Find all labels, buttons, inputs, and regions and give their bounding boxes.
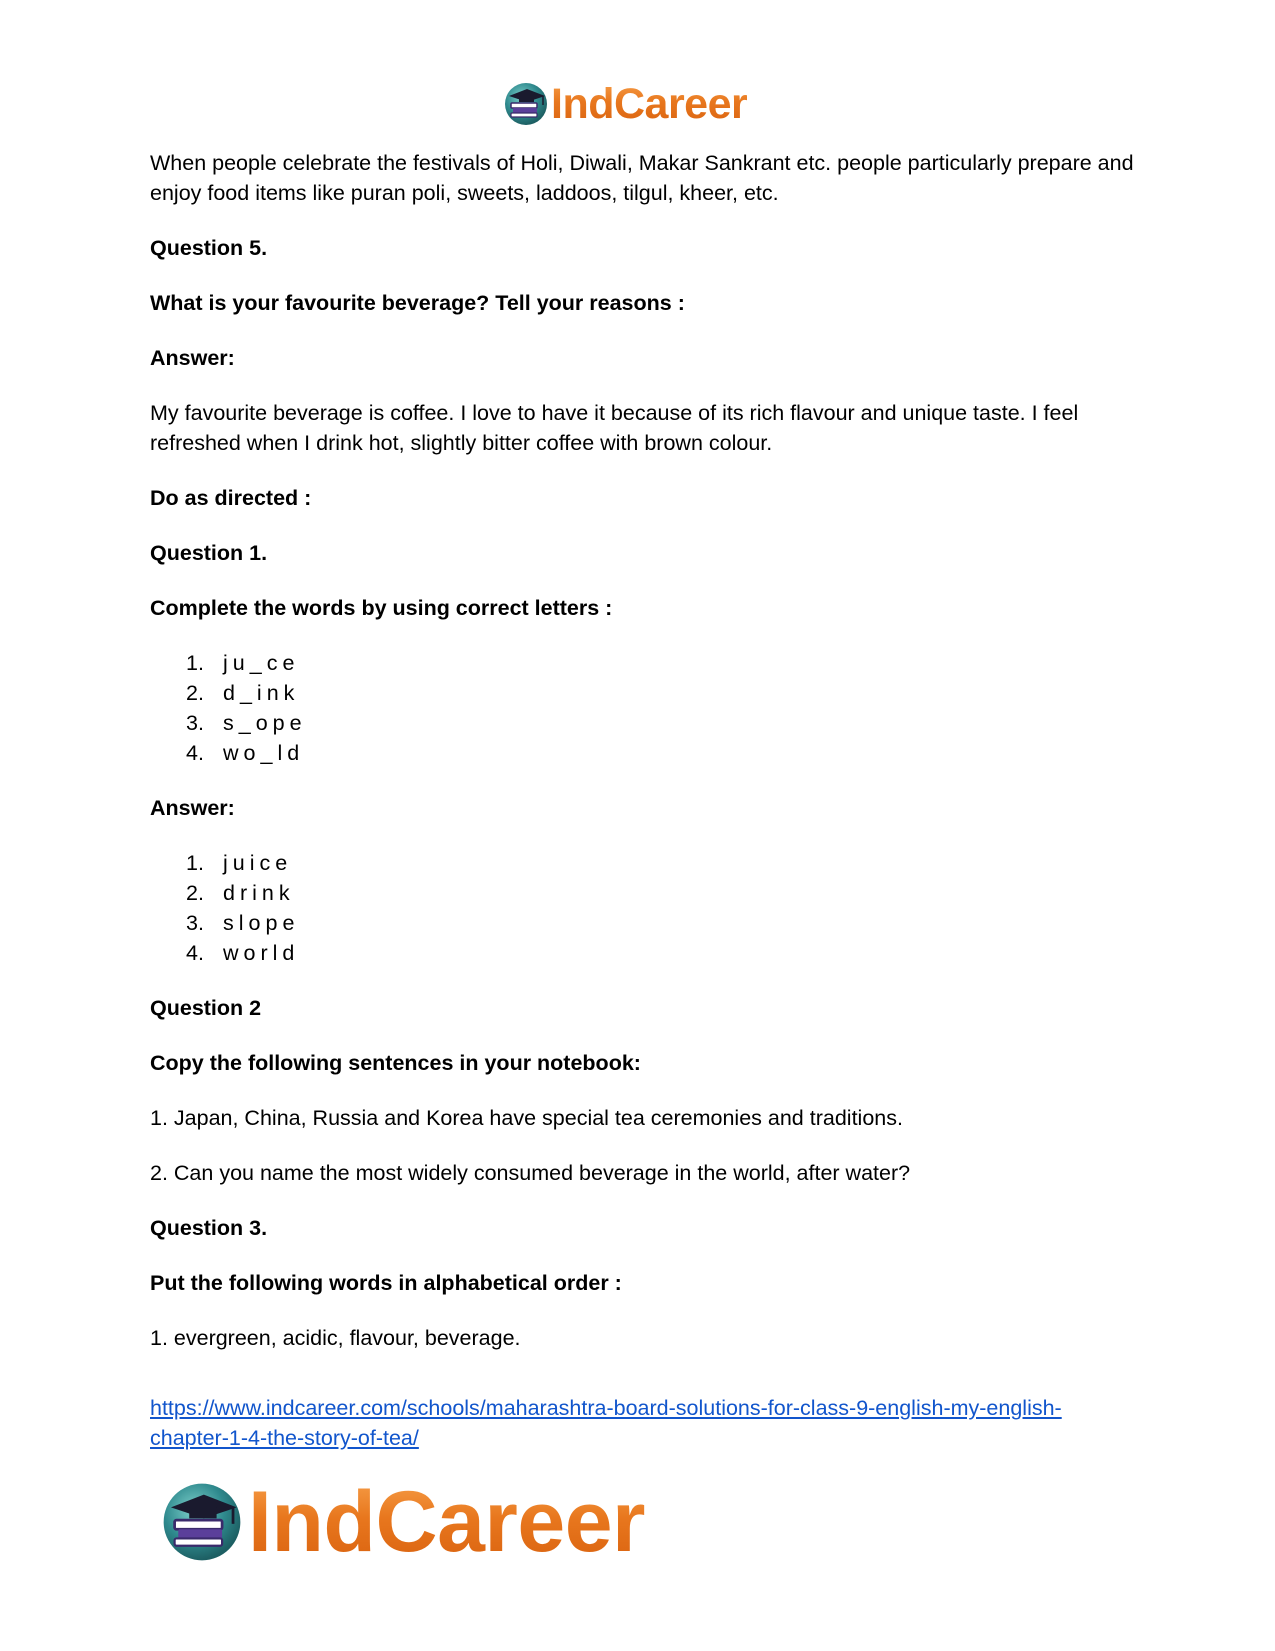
list-item-text: world (223, 941, 300, 965)
list-item-text: drink (223, 881, 295, 905)
list-item-text: wo_ld (223, 741, 305, 765)
graduation-cap-books-globe-icon (503, 81, 549, 127)
question-3-prompt: Put the following words in alphabetical order : (150, 1271, 622, 1295)
list-item (186, 738, 1135, 768)
list-item (186, 908, 1135, 938)
question-5-heading: Question 5. (150, 236, 268, 260)
list-item (186, 938, 1135, 968)
document-body (150, 148, 1135, 1453)
question-3-heading: Question 3. (150, 1216, 268, 1240)
header-logo-text: IndCareer (551, 80, 748, 128)
question-5-answer-label: Answer: (150, 346, 235, 370)
list-item-text: slope (223, 911, 300, 935)
list-item-number: 3. (186, 711, 204, 735)
list-item (186, 848, 1135, 878)
list-item-number: 1. (186, 851, 204, 875)
list-item-number: 1. (186, 651, 204, 675)
footer-logo (160, 1476, 645, 1568)
question-1-heading: Question 1. (150, 541, 268, 565)
list-item-text: ju_ce (223, 651, 300, 675)
source-link[interactable]: https://www.indcareer.com/schools/maharashtra-board-solutions-for-class-9-english-my-english-chapter-1-4-the-story-of-tea/ (150, 1396, 1062, 1450)
list-item-text: d_ink (223, 681, 300, 705)
list-item (186, 678, 1135, 708)
list-item-text: juice (223, 851, 293, 875)
question-5-answer-text: My favourite beverage is coffee. I love to have it because of its rich flavour and unique taste. I feel refreshed when I drink hot, slightly bitter coffee with brown colour. (150, 401, 1079, 455)
section-title: Do as directed : (150, 486, 312, 510)
question-1-answer-label: Answer: (150, 796, 235, 820)
list-item-number: 2. (186, 881, 204, 905)
list-item-number: 3. (186, 911, 204, 935)
question-2-heading: Question 2 (150, 996, 262, 1020)
question-2-prompt: Copy the following sentences in your notebook: (150, 1051, 641, 1075)
graduation-cap-books-globe-icon (160, 1480, 244, 1564)
list-item-number: 4. (186, 741, 204, 765)
list-item (186, 878, 1135, 908)
question-2-sentence-1: 1. Japan, China, Russia and Korea have special tea ceremonies and traditions. (150, 1106, 903, 1130)
list-item-number: 2. (186, 681, 204, 705)
question-3-item-1: 1. evergreen, acidic, flavour, beverage. (150, 1326, 521, 1350)
intro-paragraph: When people celebrate the festivals of Holi, Diwali, Makar Sankrant etc. people particularly prepare and enjoy food items like puran poli, sweets, laddoos, tilgul, kheer, etc. (150, 151, 1134, 205)
question-1-items (150, 648, 1135, 768)
list-item-text: s_ope (223, 711, 307, 735)
question-1-prompt: Complete the words by using correct letters : (150, 596, 613, 620)
list-item (186, 708, 1135, 738)
list-item-number: 4. (186, 941, 204, 965)
header-logo (503, 80, 747, 128)
list-item (186, 648, 1135, 678)
question-5-prompt: What is your favourite beverage? Tell your reasons : (150, 291, 685, 315)
footer-logo-text: IndCareer (248, 1474, 645, 1570)
question-1-answers (150, 848, 1135, 968)
question-2-sentence-2: 2. Can you name the most widely consumed beverage in the world, after water? (150, 1161, 911, 1185)
